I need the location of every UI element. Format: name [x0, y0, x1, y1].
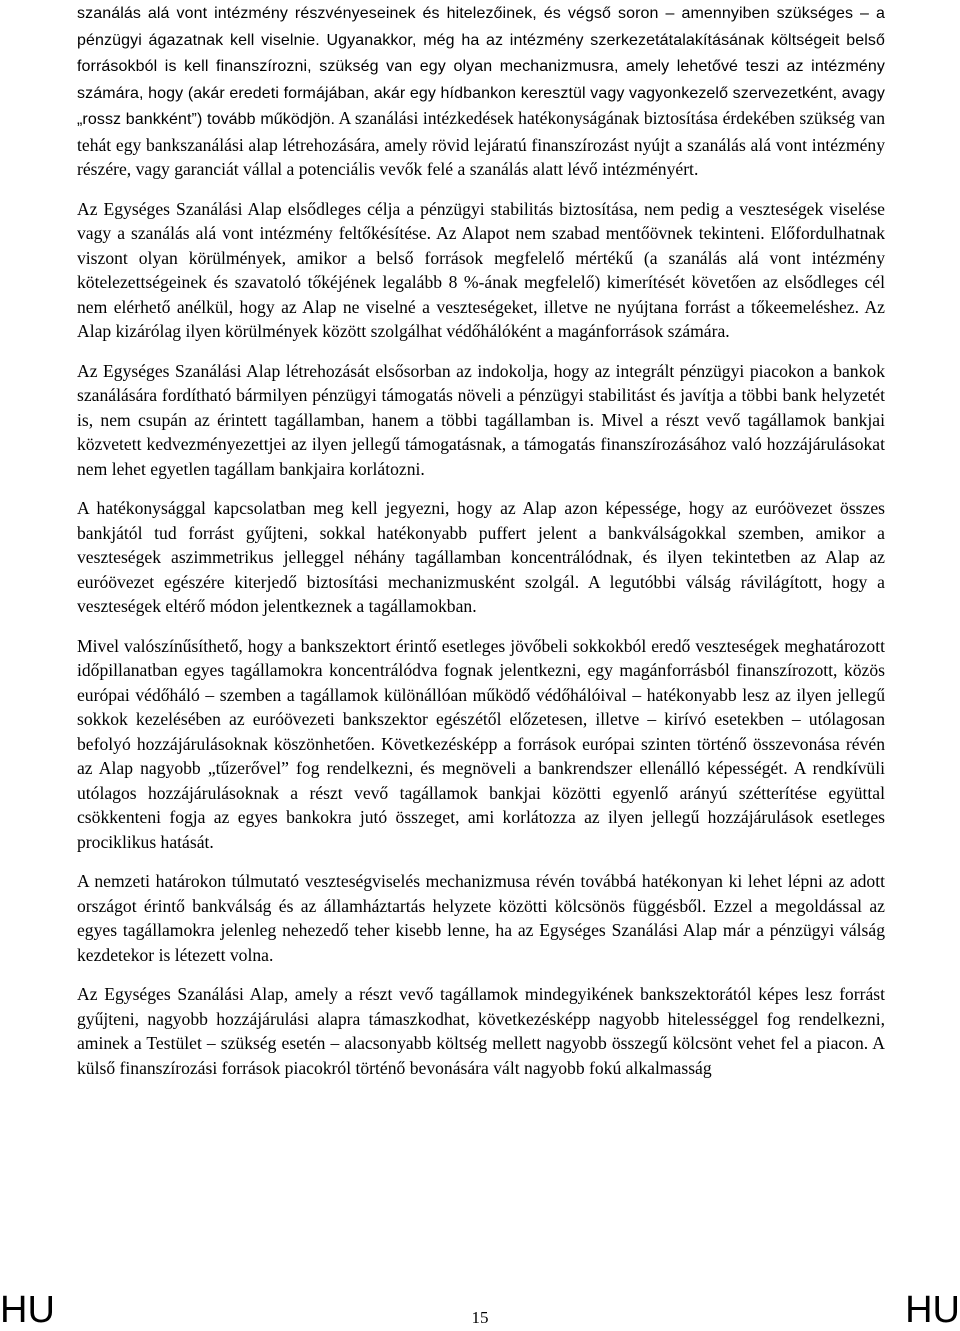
- paragraph-4: [77, 496, 885, 619]
- paragraph-4-text: A hatékonysággal kapcsolatban meg kell jegyezni, hogy az Alap azon képessége, hogy az euróövezet összes bankjától tud forrást gyűjteni, sokkal hatékonyabb puffert jelent a bankválságokkal szemben, amikor a veszteségek aszimmetrikus jelleggel néhány tagállamban koncentrálódnak, és ilyen tekintetben az Alap az euróövezet egészére kiterjedő biztosítási mechanizmusként szolgál. A legutóbbi válság rávilágított, hogy a veszteségek eltérő módon jelentkeznek a tagállamokban.: [77, 498, 885, 616]
- language-code-right: HU: [905, 1289, 960, 1331]
- page-number: 15: [471, 1308, 489, 1327]
- paragraph-7: [77, 982, 885, 1080]
- paragraph-7-text: Az Egységes Szanálási Alap, amely a részt vevő tagállamok mindegyikének bankszektorától képes lesz forrást gyűjteni, nagyobb hozzájárulási alapra támaszkodhat, következésképp nagyobb hitelességgel fog rendelkezni, aminek a Testület – szükség esetén – alacsonyabb költség mellett nagyobb összegű kölcsönt vehet fel a piacon. A külső finanszírozási források piacokról történő bevonására vált nagyobb fokú alkalmasság: [77, 984, 885, 1078]
- paragraph-3-text: Az Egységes Szanálási Alap létrehozását elsősorban az indokolja, hogy az integrált pénzügyi piacokon a bankok szanálására fordítható bármilyen pénzügyi támogatás növeli a pénzügyi stabilitást és javítja a többi bank helyzetét is, nem csupán az érintett tagállamban, hanem a többi tagállamban is. Mivel a részt vevő tagállamok bankjai közvetett kedvezményezettjei az ilyen jellegű támogatásnak, a támogatás finanszírozásához való hozzájárulásokat nem lehet egyetlen tagállam bankjaira korlátozni.: [77, 360, 885, 479]
- paragraph-5: [77, 634, 885, 855]
- paragraph-3: [77, 359, 885, 482]
- paragraph-2: [77, 197, 885, 344]
- paragraph-6: [77, 869, 885, 967]
- paragraph-1-text-a: szanálás alá vont intézmény részvényeseinek és hitelezőinek, és végső soron – amennyiben szükséges – a pénzügyi ágazatnak kell viselnie. Ugyanakkor, még ha az intézmény szerkezetátalakításának költségeit belső forrásokból is kell finanszírozni, szükség van egy olyan mechanizmusra, amely lehetővé teszi az intézmény számára, hogy (akár eredeti formájában, akár egy hídbankon keresztül vagy vagyonkezelő szervezetként, avagy „rossz bankként”) tovább működjön.: [77, 5, 885, 128]
- paragraph-6-text: A nemzeti határokon túlmutató veszteségviselés mechanizmusa révén továbbá hatékonyan ki lehet lépni az adott országot érintő bankválság és az államháztartás helyzete közötti kölcsönös függésből. Ezzel a megoldással az egyes tagállamokra jelenleg nehezedő teher kisebb lenne, ha az Egységes Szanálási Alap már a pénzügyi válság kezdetekor is létezett volna.: [77, 871, 885, 965]
- paragraph-5-text: Mivel valószínűsíthető, hogy a bankszektort érintő esetleges jövőbeli sokkokból eredő veszteségek meghatározott időpillanatban egyes tagállamokra koncentrálódva fognak jelentkezni, egy magánforrásból finanszírozott, közös európai védőháló – szemben a tagállamok különállóan működő védőhálóival – hatékonyabb lesz az ilyen jellegű sokkok kezelésében az euróövezeti bankszektor egészétől előzetesen, illetve – kirívó esetekben – utólagosan befolyó hozzájárulásoknak köszönhetően. Következésképp a források európai szinten történő összevonása révén az Alap nagyobb „tűzerővel” fog rendelkezni, és megnöveli a bankrendszer ellenálló képességét. A rendkívüli utólagos hozzájárulásoknak a részt vevő tagállamok bankjai közötti egyenlő arányú szétterítése együttal csökkenteni fogja az egyes bankokra jutó összeget, ami korlátozza az ilyen jellegű hozzájárulások esetleges prociklikus hatását.: [77, 635, 885, 852]
- paragraph-2-text: Az Egységes Szanálási Alap elsődleges célja a pénzügyi stabilitás biztosítása, nem pedig a veszteségek viselése vagy a szanálás alá vont intézmény feltőkésítése. Az Alapot nem szabad mentőövnek tekinteni. Előfordulhatnak viszont olyan körülmények, amikor a belső források megfelelő mértékű (a szanálás alá vont intézmény kötelezettségeinek és szavatoló tőkéjének legalább 8 %-ának megfelelő) kimerítését követően az elsődleges cél nem elérhető anélkül, hogy az Alap ne viselné a veszteségeket, illetve ne nyújtana forrást a tőkeemeléshez. Az Alap kizárólag ilyen körülmények között szolgálhat védőhálóként a magánforrások számára.: [77, 198, 885, 341]
- paragraph-1: [77, 0, 885, 182]
- document-body: [77, 0, 885, 1095]
- language-code-left: HU: [0, 1289, 55, 1331]
- paragraph-1-text-b: A szanálási intézkedések hatékonyságának biztosítása érdekében szükség van tehát egy bankszanálási alap létrehozására, amely rövid lejáratú finanszírozást nyújt a szanálás alá vont intézmény részére, vagy garanciát vállal a potenciális vevők felé a szanálás alatt lévő intézményért.: [77, 108, 885, 179]
